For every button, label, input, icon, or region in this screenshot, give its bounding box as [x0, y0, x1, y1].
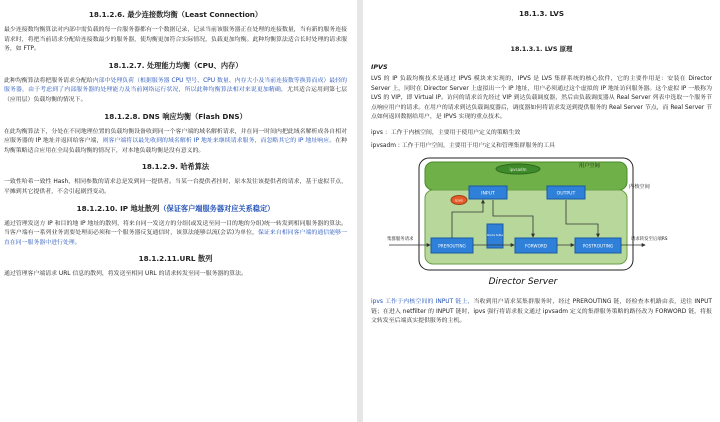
paragraph-ipvs-input: ipvs 工作于内核空间的 INPUT 链上，当收到用户请求某集群服务时，经过 PREROUTING 链，经检查本机路由表，送往 INPUT 链；在进入 netfilter 的 INPUT 链时，ipvs 强行将请求报文通过 ipvsadm 定义的集群服务策略的路径改为 FORWORD 链，将报文转发至后端真实提供服务的主机。 [371, 299, 713, 325]
right-page [363, 0, 720, 422]
paragraph-least-connection: 最少连接数均衡算法对内部中需负载的每一台服务器都有一个数据记录，记录当前该服务器正在处理的连接数量，当有新的服务连接请求时，将把当前请求分配给连接数最少的服务器，使均衡更加符合实际情况，负载更加均衡。此种均衡算法适合长时处理的请求服务，如 FTP。 [4, 27, 347, 53]
forward-to-rs-label: 请求转发至后端RS [631, 237, 668, 243]
prerouting-label: PREROUTING [438, 243, 466, 249]
director-server-title: Director Server [488, 277, 558, 288]
left-page [0, 0, 357, 422]
paragraph-lvs-intro: LVS 的 IP 负载均衡技术是通过 IPVS 模块来实现的，IPVS 是 LVS 集群系统的核心软件，它的主要作用是：安装在 Director Server 上，同时在 Director Server 上虚拟出一个 IP 地址，用户必须通过这个虚拟的 IP 地址访问服务器。这个虚拟 IP 一般称为 LVS 的 VIP，即 Virtual IP。访问的请求首先经过 VIP 到达负载调度器，然后由负载调度器从 Real Server 列表中选取一个服务节点响应用户的请求。在用户的请求到达负载调度器后，调度器如何将请求发送到提供服务的 Real Server 节点，而 Real Server 节点如何返回数据给用户，是 IPVS 实现的重点技术。 [371, 76, 712, 121]
kernel-space-label: 内核空间 [629, 184, 650, 191]
postrouting-label: POSTROUTING [582, 243, 614, 249]
paragraph-processing-capacity: 此种均衡算法将把服务请求分配给内部中处理负荷（根据服务器 CPU 型号、CPU 数量、内存大小及当前连接数等换算而成）最轻的服务器，由于考虑到了内部服务器的处理能力及当前网络运行状况，所以此种均衡算法相对来说更加精确，尤其适合运用到第七层（应用层）负载均衡的情况下。 [4, 77, 348, 103]
output-label: OUTPUT [556, 191, 576, 197]
line-ipvsadm: ipvsadm : 工作于用户空间，主要用于用户定义和管理集群服务的工具 [371, 142, 555, 149]
ipvs-node-label: ipvs [455, 197, 463, 203]
route-table-label: Route table [486, 233, 504, 238]
subheading-ipvs: IPVS [371, 63, 388, 71]
heading-lvs-principle: 18.1.3.1. LVS 原理 [510, 45, 573, 53]
heading-dns-response: 18.1.2.8. DNS 响应均衡（Flash DNS） [104, 111, 247, 121]
heading-ip-hash: 18.1.2.10. IP 地址散列（保证客户端服务器对应关系稳定） [76, 203, 275, 213]
paragraph-ip-hash: 通过管理发送方 IP 和目的地 IP 地址的散列，将来自同一发送方的分组(或发送至同一目的地的分组)统一转发到相同服务器的算法。当客户端有一系列业务需要处理而必须和一个服务器反复通信时，该算法能够以流(会话)为单位，保证来自相同客户端的通信能够一直在同一服务器中进行处理。 [4, 220, 347, 246]
director-server-diagram [383, 154, 703, 294]
paragraph-url-hash: 通过管理客户端请求 URL 信息的散列，将发送至相同 URL 的请求转发至同一服务器的算法。 [4, 271, 247, 278]
heading-processing-capacity: 18.1.2.7. 处理能力均衡（CPU、内存） [108, 60, 243, 70]
heading-least-connection: 18.1.2.6. 最少连接数均衡（Least Connection） [88, 10, 263, 19]
input-label: INPUT [481, 191, 495, 197]
heading-url-hash: 18.1.2.11.URL 散列 [138, 254, 213, 264]
heading-lvs: 18.1.3. LVS [518, 9, 565, 18]
heading-hash: 18.1.2.9. 哈希算法 [141, 162, 210, 172]
user-space-label: 用户空间 [579, 163, 600, 170]
ipvsadm-label: ipvsadm [509, 167, 527, 173]
line-ipvs: ipvs ：工作于内核空间，主要用于使用户定义的策略生效 [371, 129, 521, 136]
forward-label: FORWORD [524, 243, 548, 249]
paragraph-dns-response: 在此均衡算法下，分处在不同地理位置的负载均衡设备收到同一个客户端的域名解析请求，并在同一时间内把此域名解析成各自相对应服务器的 IP 地址并返回给客户端，则客户端将以最先收到的域名解析 IP 地址来继续请求服务，而忽略其它的 IP 地址响应。在种均衡策略适合应用在全局负载均衡的情况下，对本地负载均衡是没有意义的。 [4, 128, 348, 154]
paragraph-hash: 一致性哈希一致性 Hash，相同参数的请求总是发到同一提供者。当某一台提供者挂时，原本发往该提供者的请求，基于虚拟节点，平摊到其它提供者，不会引起剧烈变动。 [4, 179, 347, 195]
cluster-request-label: 集群服务请求 [387, 237, 414, 243]
